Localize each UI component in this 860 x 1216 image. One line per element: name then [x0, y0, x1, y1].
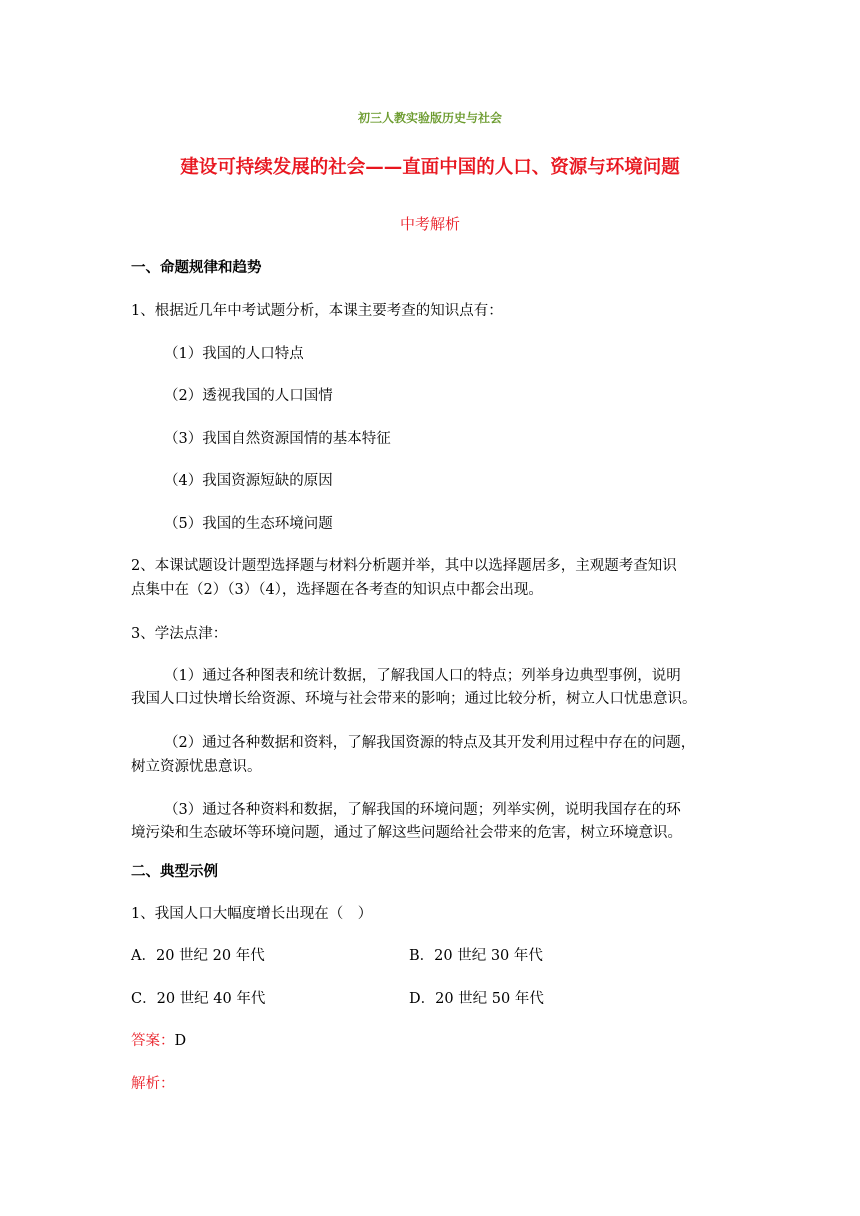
method3-line2: 境污染和生态破坏等环境问题，通过了解这些问题给社会带来的危害，树立环境意识。 — [131, 825, 682, 841]
knowledge-point-2: （2）透视我国的人口国情 — [164, 388, 333, 404]
answer-value: D — [174, 1033, 187, 1049]
part1-heading: 一、命题规律和趋势 — [131, 259, 262, 276]
option-c: C．20 世纪 40 年代 — [131, 991, 266, 1007]
method2-line2: 树立资源忧患意识。 — [131, 759, 262, 775]
option-a: A．20 世纪 20 年代 — [131, 948, 265, 964]
answer-label: 答案： — [131, 1033, 175, 1049]
part1-item1: 1、根据近几年中考试题分析，本课主要考查的知识点有： — [131, 303, 503, 319]
method2-line1: （2）通过各种数据和资料，了解我国资源的特点及其开发利用过程中存在的问题， — [164, 735, 696, 751]
document-title: 建设可持续发展的社会——直面中国的人口、资源与环境问题 — [180, 157, 680, 178]
answer-line — [131, 1031, 186, 1051]
question-1: 1、我国人口大幅度增长出现在（ ） — [131, 906, 373, 922]
course-subtitle: 初三人教实验版历史与社会 — [357, 111, 502, 125]
option-b: B．20 世纪 30 年代 — [409, 948, 543, 964]
knowledge-point-1: （1）我国的人口特点 — [164, 346, 304, 362]
analysis-label: 解析： — [131, 1076, 175, 1092]
knowledge-point-3: （3）我国自然资源国情的基本特征 — [164, 431, 391, 447]
part2-heading: 二、典型示例 — [131, 863, 218, 880]
method1-line1: （1）通过各种图表和统计数据，了解我国人口的特点；列举身边典型事例，说明 — [164, 668, 681, 684]
method1-line2: 我国人口过快增长给资源、环境与社会带来的影响；通过比较分析，树立人口忧患意识。 — [131, 691, 697, 707]
part1-item2-line1: 2、本课试题设计题型选择题与材料分析题并举，其中以选择题居多，主观题考查知识 — [131, 558, 677, 574]
knowledge-point-5: （5）我国的生态环境问题 — [164, 516, 333, 532]
section-label: 中考解析 — [399, 215, 460, 233]
part1-item3: 3、学法点津： — [131, 626, 228, 642]
method3-line1: （3）通过各种资料和数据，了解我国的环境问题；列举实例，说明我国存在的环 — [164, 802, 681, 818]
knowledge-point-4: （4）我国资源短缺的原因 — [164, 473, 333, 489]
option-d: D．20 世纪 50 年代 — [409, 991, 544, 1007]
part1-item2-line2: 点集中在（2）（3）（4），选择题在各考查的知识点中都会出现。 — [131, 582, 543, 598]
